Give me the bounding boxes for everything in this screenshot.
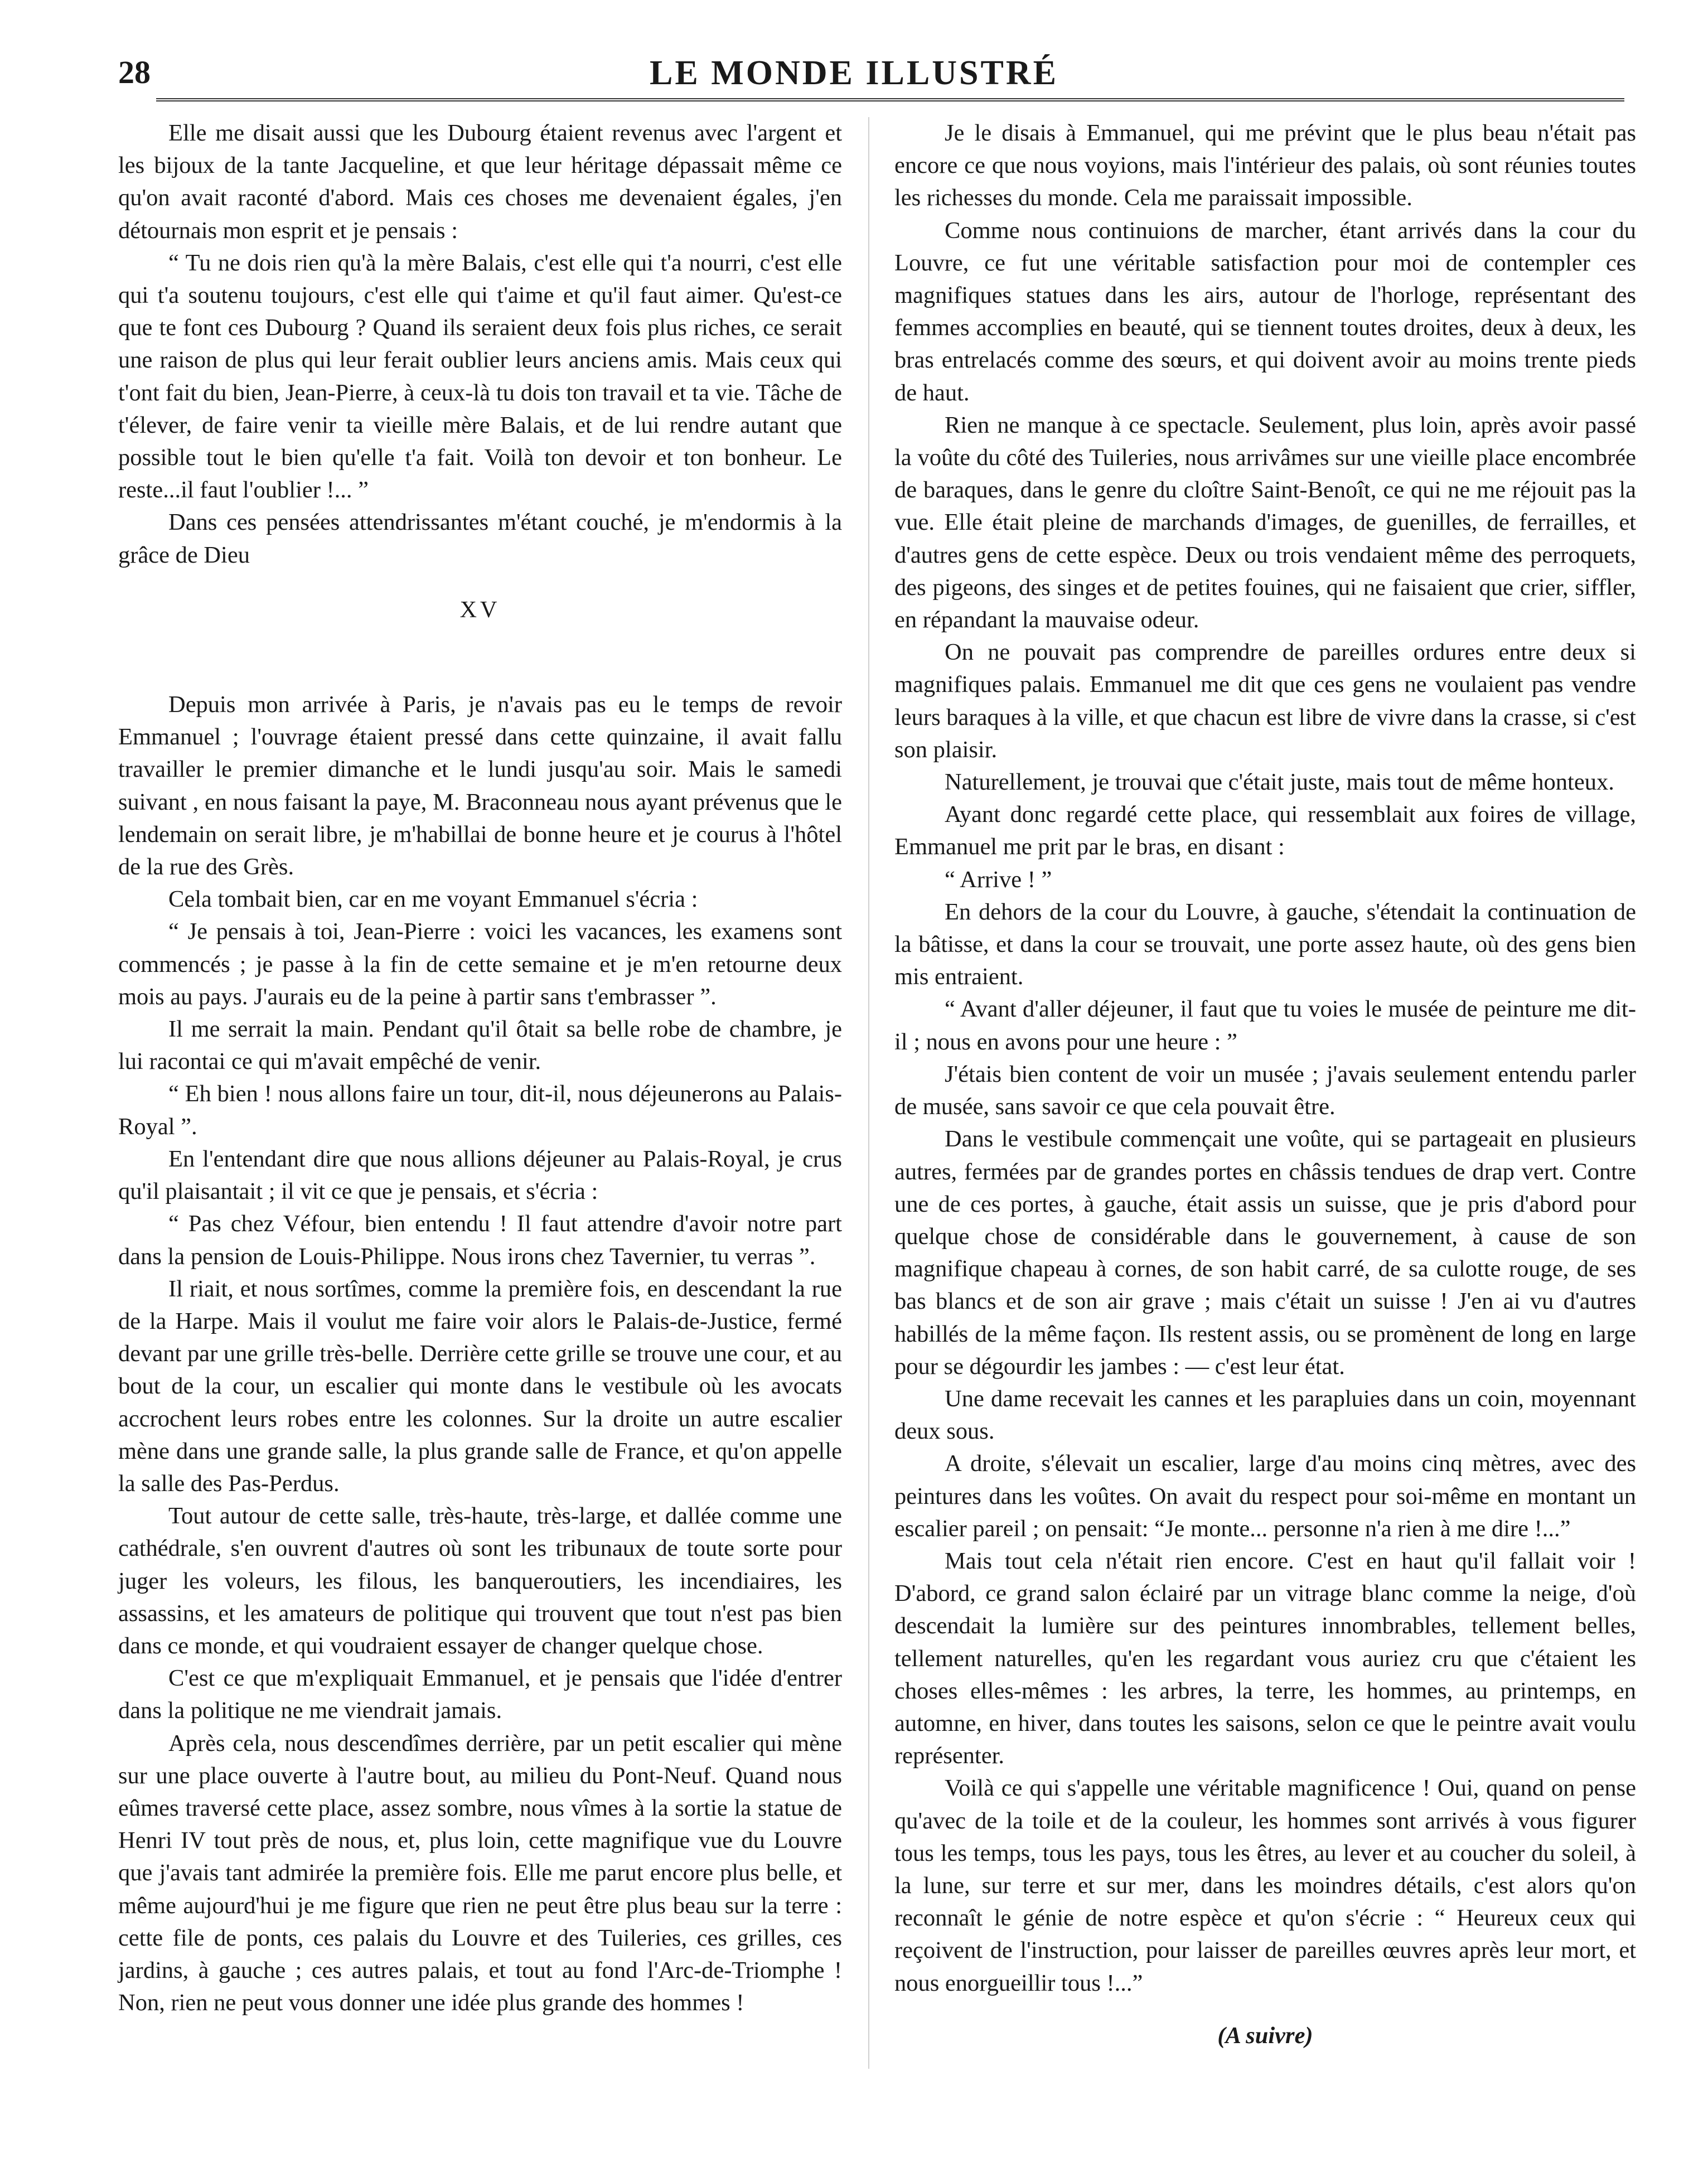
paragraph: “ Avant d'aller déjeuner, il faut que tu voies le musée de peinture me dit-il ; nous en avons pour une heure : ” (894, 996, 1636, 1055)
paragraph: Dans le vestibule commençait une voûte, qui se partageait en plusieurs autres, fermées par de grandes portes en châssis tendues de drap vert. Contre une de ces portes, à gauche, était assis un suisse, que je pris d'abord pour quelque chose de considérable dans le gouvernement, à cause de son magnifique chapeau à cornes, de son habit carré, de sa culotte rouge, de ses bas blancs et de son air grave ; mais c'était un suisse ! J'en ai vu d'autres habillés de la même façon. Ils restent assis, ou se promènent de long en large pour se dégourdir les jambes : — c'est leur état. (894, 1126, 1636, 1380)
paragraph: Depuis mon arrivée à Paris, je n'avais pas eu le temps de revoir Emmanuel ; l'ouvrage étaient pressé dans cette quinzaine, il avait fallu travailler le premier dimanche et le lundi jusqu'au soir. Mais le samedi suivant , en nous faisant la paye, M. Braconneau nous ayant prévenus que le lendemain on serait libre, je m'habillai de bonne heure et je courus à l'hôtel de la rue des Grès. (118, 691, 842, 880)
paragraph: On ne pouvait pas comprendre de pareilles ordures entre deux si magnifiques palais. Emmanuel me dit que ces gens ne voulaient pas vendre leurs baraques à la ville, et que chacun est libre de vivre dans la crasse, si c'est son plaisir. (894, 639, 1636, 763)
left-column (118, 117, 842, 2019)
paragraph: Il riait, et nous sortîmes, comme la première fois, en descendant la rue de la Harpe. Mais il voulut me faire voir alors le Palais-de-Justice, fermé devant par une grille très-belle. Derrière cette grille se trouve une cour, et au bout de la cour, un escalier qui monte dans le vestibule où les avocats accrochent leurs robes entre les colonnes. Sur la droite un autre escalier mène dans une grande salle, la plus grande salle de France, et qu'on appelle la salle des Pas-Perdus. (118, 1275, 842, 1497)
paragraph: Elle me disait aussi que les Dubourg étaient revenus avec l'argent et les bijoux de la tante Jacqueline, et que leur héritage dépassait même ce qu'on avait raconté d'abord. Mais ces choses me devenaient égales, j'en détournais mon esprit et je pensais : (118, 120, 842, 244)
paragraph: Dans ces pensées attendrissantes m'étant couché, je m'endormis à la grâce de Dieu (118, 509, 842, 568)
paragraph: Après cela, nous descendîmes derrière, par un petit escalier qui mène sur une place ouverte à l'autre bout, au milieu du Pont-Neuf. Quand nous eûmes traversé cette place, assez sombre, nous vîmes à la sortie la statue de Henri IV tout près de nous, et, plus loin, cette magnifique vue du Louvre que j'avais tant admirée la première fois. Elle me parut encore plus belle, et même aujourd'hui je me figure que rien ne peut être plus beau sur la terre : cette file de ponts, ces palais du Louvre et des Tuileries, ces grilles, ces jardins, à gauche ; ces autres palais, et tout au fond l'Arc-de-Triomphe ! Non, rien ne peut vous donner une idée plus grande des hommes ! (118, 1730, 842, 2016)
paragraph: “ Tu ne dois rien qu'à la mère Balais, c'est elle qui t'a nourri, c'est elle qui t'a soutenu toujours, c'est elle qui t'aime et qu'il faut aimer. Qu'est-ce que te font ces Dubourg ? Quand ils seraient deux fois plus riches, ce serait une raison de plus qui leur ferait oublier leurs anciens amis. Mais ceux qui t'ont fait du bien, Jean-Pierre, à ceux-là tu dois ton travail et ta vie. Tâche de t'élever, de faire venir ta vieille mère Balais, et de lui rendre autant que possible tout le bien qu'elle t'a fait. Voilà ton devoir et ton bonheur. Le reste...il faut l'oublier !... ” (118, 249, 842, 504)
paragraph: “ Pas chez Véfour, bien entendu ! Il faut attendre d'avoir notre part dans la pension de Louis-Philippe. Nous irons chez Tavernier, tu verras ”. (118, 1211, 842, 1270)
to-be-continued: (A suivre) (1217, 2022, 1313, 2049)
page-number: 28 (118, 54, 151, 90)
paragraph: Une dame recevait les cannes et les parapluies dans un coin, moyennant deux sous. (894, 1385, 1636, 1445)
paragraph: J'étais bien content de voir un musée ; j'avais seulement entendu parler de musée, sans savoir ce que cela pouvait être. (894, 1061, 1636, 1120)
paragraph: “ Je pensais à toi, Jean-Pierre : voici les vacances, les examens sont commencés ; je passe à la fin de cette semaine et je m'en retourne deux mois au pays. J'aurais eu de la peine à partir sans t'embrasser ”. (118, 918, 842, 1010)
paragraph: Cela tombait bien, car en me voyant Emmanuel s'écria : (168, 886, 698, 913)
paragraph: Rien ne manque à ce spectacle. Seulement, plus loin, après avoir passé la voûte du côté des Tuileries, nous arrivâmes sur une vieille place encombrée de baraques, dans le genre du cloître Saint-Benoît, ce qui ne me réjouit pas la vue. Elle était pleine de marchands d'images, de guenilles, de ferrailles, et d'autres gens de cette espèce. Deux ou trois vendaient même des perroquets, des pigeons, des singes et de petites fouines, qui ne faisaient que crier, siffler, en répandant la mauvaise odeur. (894, 412, 1636, 633)
paragraph: Tout autour de cette salle, très-haute, très-large, et dallée comme une cathédrale, s'en ouvrent d'autres où sont les tribunaux de toute sorte pour juger les voleurs, les filous, les banqueroutiers, les incendiaires, les assassins, et les amateurs de politique qui trouvent que tout n'est pas bien dans ce monde, et qui voudraient essayer de changer quelque chose. (118, 1503, 842, 1659)
paragraph: Ayant donc regardé cette place, qui ressemblait aux foires de village, Emmanuel me prit par le bras, en disant : (894, 801, 1636, 860)
paragraph: “ Arrive ! ” (945, 866, 1052, 893)
paragraph: Naturellement, je trouvai que c'était juste, mais tout de même honteux. (945, 769, 1614, 796)
paragraph: A droite, s'élevait un escalier, large d'au moins cinq mètres, avec des peintures dans les voûtes. On avait du respect pour soi-même en montant un escalier pareil ; on pensait: “Je monte... personne n'a rien à me dire !...” (894, 1450, 1636, 1542)
paragraph: C'est ce que m'expliquait Emmanuel, et je pensais que l'idée d'entrer dans la politique ne me viendrait jamais. (118, 1665, 842, 1724)
paragraph: “ Eh bien ! nous allons faire un tour, dit-il, nous déjeunerons au Palais-Royal ”. (118, 1081, 842, 1140)
paragraph: En l'entendant dire que nous allions déjeuner au Palais-Royal, je crus qu'il plaisantait ; il vit ce que je pensais, et s'écria : (118, 1145, 842, 1205)
paragraph: En dehors de la cour du Louvre, à gauche, s'étendait la continuation de la bâtisse, et dans la cour se trouvait, une porte assez haute, où des gens bien mis entraient. (894, 898, 1636, 990)
paragraph: Comme nous continuions de marcher, étant arrivés dans la cour du Louvre, ce fut une véritable satisfaction pour moi de contempler ces magnifiques statues dans les airs, autour de l'horloge, représentant des femmes accomplies en beauté, qui se tiennent toutes droites, deux à deux, les bras entrelacés comme des sœurs, et qui doivent avoir au moins trente pieds de haut. (894, 217, 1636, 406)
masthead-title: LE MONDE ILLUSTRÉ (650, 54, 1058, 92)
paragraph: Il me serrait la main. Pendant qu'il ôtait sa belle robe de chambre, je lui racontai ce qui m'avait empêché de venir. (118, 1016, 842, 1075)
header-rule (156, 98, 1624, 106)
chapter-heading: XV (459, 597, 501, 623)
paragraph: Je le disais à Emmanuel, qui me prévint que le plus beau n'était pas encore ce que nous voyions, mais l'intérieur des palais, où sont réunies toutes les richesses du monde. Cela me paraissait impossible. (894, 120, 1636, 211)
paragraph: Mais tout cela n'était rien encore. C'est en haut qu'il fallait voir ! D'abord, ce grand salon éclairé par un vitrage blanc comme la neige, d'où descendait la lumière sur des peintures innombrables, tellement belles, tellement naturelles, qu'en les regardant vous auriez cru que c'étaient les choses elles-mêmes : les arbres, la terre, les hommes, au printemps, en automne, en hiver, dans toutes les saisons, selon ce que le peintre avait voulu représenter. (894, 1547, 1636, 1769)
column-divider (868, 117, 869, 2069)
right-column (894, 117, 1636, 2052)
paragraph: Voilà ce qui s'appelle une véritable magnificence ! Oui, quand on pense qu'avec de la toile et de la couleur, les hommes sont arrivés à vous figurer tous les temps, tous les pays, tous les êtres, au lever et au coucher du soleil, à la lune, sur terre et sur mer, dans les moindres détails, c'est alors qu'on reconnaît le génie de notre espèce et qu'on s'écrie : “ Heureux ceux qui reçoivent de l'instruction, pour laisser de pareilles œuvres après leur mort, et nous enorgueillir tous !...” (894, 1775, 1636, 1996)
